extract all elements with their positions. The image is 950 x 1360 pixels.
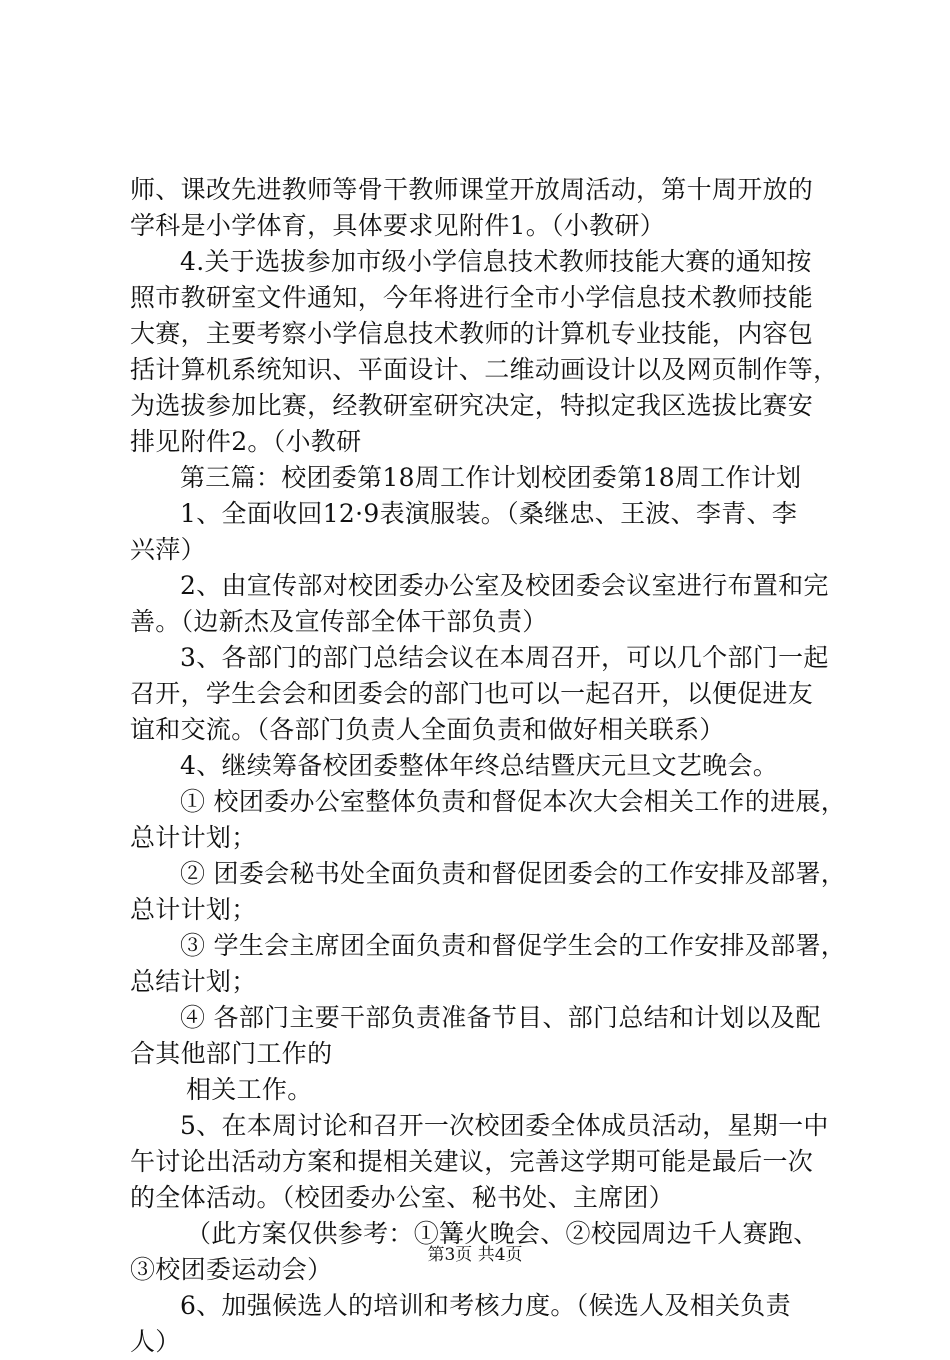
text-line: 6、加强候选人的培训和考核力度。（候选人及相关负责	[180, 1291, 791, 1320]
text-line: ③校团委运动会）	[130, 1255, 333, 1284]
text-line: 善。（边新杰及宣传部全体干部负责）	[130, 607, 548, 636]
text-line: ④ 各部门主要干部负责准备节目、部门总结和计划以及配	[180, 1003, 821, 1032]
text-line: （此方案仅供参考：①篝火晚会、②校园周边千人赛跑、	[186, 1219, 819, 1248]
text-line: ③ 学生会主席团全面负责和督促学生会的工作安排及部署，	[180, 931, 847, 960]
text-line: ② 团委会秘书处全面负责和督促团委会的工作安排及部署，	[180, 859, 847, 888]
text-line: 总结计划；	[130, 967, 257, 996]
text-line: 排见附件2。（小教研	[130, 427, 362, 456]
text-line: ① 校团委办公室整体负责和督促本次大会相关工作的进展，	[180, 787, 847, 816]
text-line: 的全体活动。（校团委办公室、秘书处、主席团）	[130, 1183, 675, 1212]
text-line: 4、继续筹备校团委整体年终总结暨庆元旦文艺晚会。	[180, 751, 779, 780]
text-line: 5、在本周讨论和召开一次校团委全体成员活动，星期一中	[180, 1111, 829, 1140]
text-line: 为选拔参加比赛，经教研室研究决定，特拟定我区选拔比赛安	[130, 391, 814, 420]
text-line: 总计计划；	[130, 823, 257, 852]
text-line: 学科是小学体育，具体要求见附件1。（小教研）	[130, 211, 666, 240]
text-line: 2、由宣传部对校团委办公室及校团委会议室进行布置和完	[180, 571, 829, 600]
text-line: 人）	[130, 1327, 181, 1356]
text-line: 师、课改先进教师等骨干教师课堂开放周活动，第十周开放的	[130, 175, 814, 204]
text-line: 3、各部门的部门总结会议在本周召开，可以几个部门一起	[180, 643, 829, 672]
text-line: 兴萍）	[130, 535, 206, 564]
text-line: 括计算机系统知识、平面设计、二维动画设计以及网页制作等，	[130, 355, 839, 384]
text-line: 合其他部门工作的	[130, 1039, 333, 1068]
text-line: 大赛，主要考察小学信息技术教师的计算机专业技能，内容包	[130, 319, 814, 348]
text-line: 1、全面收回12·9表演服装。（桑继忠、王波、李青、李	[180, 499, 798, 528]
text-line: 召开，学生会会和团委会的部门也可以一起召开，以便促进友	[130, 679, 814, 708]
text-line: 午讨论出活动方案和提相关建议，完善这学期可能是最后一次	[130, 1147, 814, 1176]
text-line: 照市教研室文件通知，今年将进行全市小学信息技术教师技能	[130, 283, 814, 312]
text-line: 4.关于选拔参加市级小学信息技术教师技能大赛的通知按	[180, 247, 812, 276]
page-number-label: 第3页 共4页	[427, 1245, 523, 1265]
text-line: 相关工作。	[186, 1075, 313, 1104]
text-line: 总计计划；	[130, 895, 257, 924]
document-body	[130, 172, 847, 1360]
text-line: 谊和交流。（各部门负责人全面负责和做好相关联系）	[130, 715, 725, 744]
section-heading: 第三篇：校团委第18周工作计划校团委第18周工作计划	[180, 463, 802, 492]
page-footer	[0, 1244, 950, 1266]
